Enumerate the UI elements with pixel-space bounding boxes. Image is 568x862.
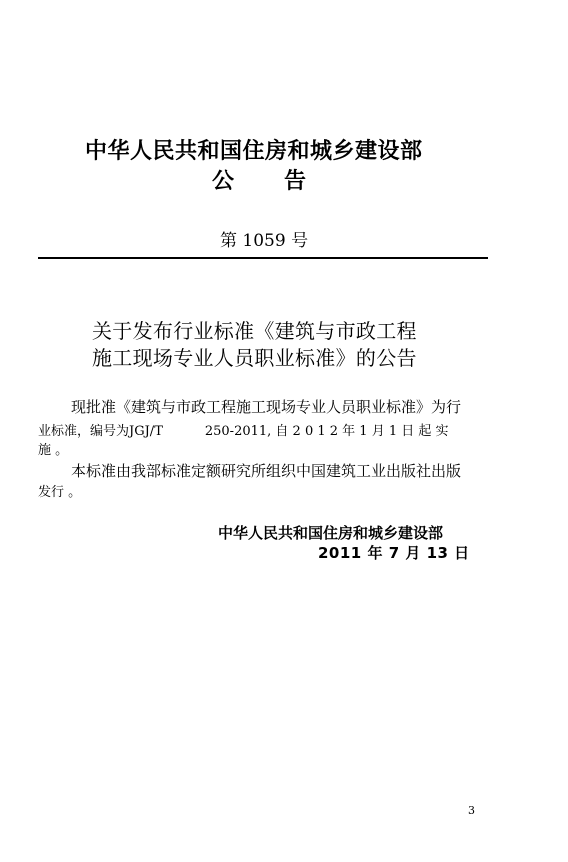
body-paragraph-2-line-1: 本标准由我部标准定额研究所组织中国建筑工业出版社出版 — [71, 462, 462, 480]
body-paragraph-1-line-1: 现批准《建筑与市政工程施工现场专业人员职业标准》为行 — [71, 398, 462, 416]
standard-code-number: 250-2011, — [204, 424, 272, 439]
body-paragraph-1-line-3: 施 。 — [38, 443, 69, 458]
page-number: 3 — [468, 804, 475, 817]
signature-date: 2011 年 7 月 13 日 — [318, 544, 470, 562]
standard-code-prefix: 业标准，编号为JGJ/T — [38, 424, 163, 439]
ministry-title: 中华人民共和国住房和城乡建设部 — [85, 139, 423, 164]
subject-line-2: 施工现场专业人员职业标准》的公告 — [92, 346, 417, 370]
header-divider — [38, 257, 488, 259]
body-paragraph-2-line-2: 发行 。 — [38, 485, 82, 500]
subject-line-1: 关于发布行业标准《建筑与市政工程 — [92, 319, 417, 343]
notice-title-right: 告 — [284, 169, 307, 194]
body-paragraph-1-line-2 — [38, 420, 449, 439]
notice-title-left: 公 — [212, 169, 235, 194]
document-number: 第 1059 号 — [220, 231, 309, 251]
effective-date-text: 自 2 0 1 2 年 1 月 1 日 起 实 — [275, 424, 449, 439]
notice-title — [212, 164, 306, 195]
signature-organization: 中华人民共和国住房和城乡建设部 — [218, 524, 444, 542]
